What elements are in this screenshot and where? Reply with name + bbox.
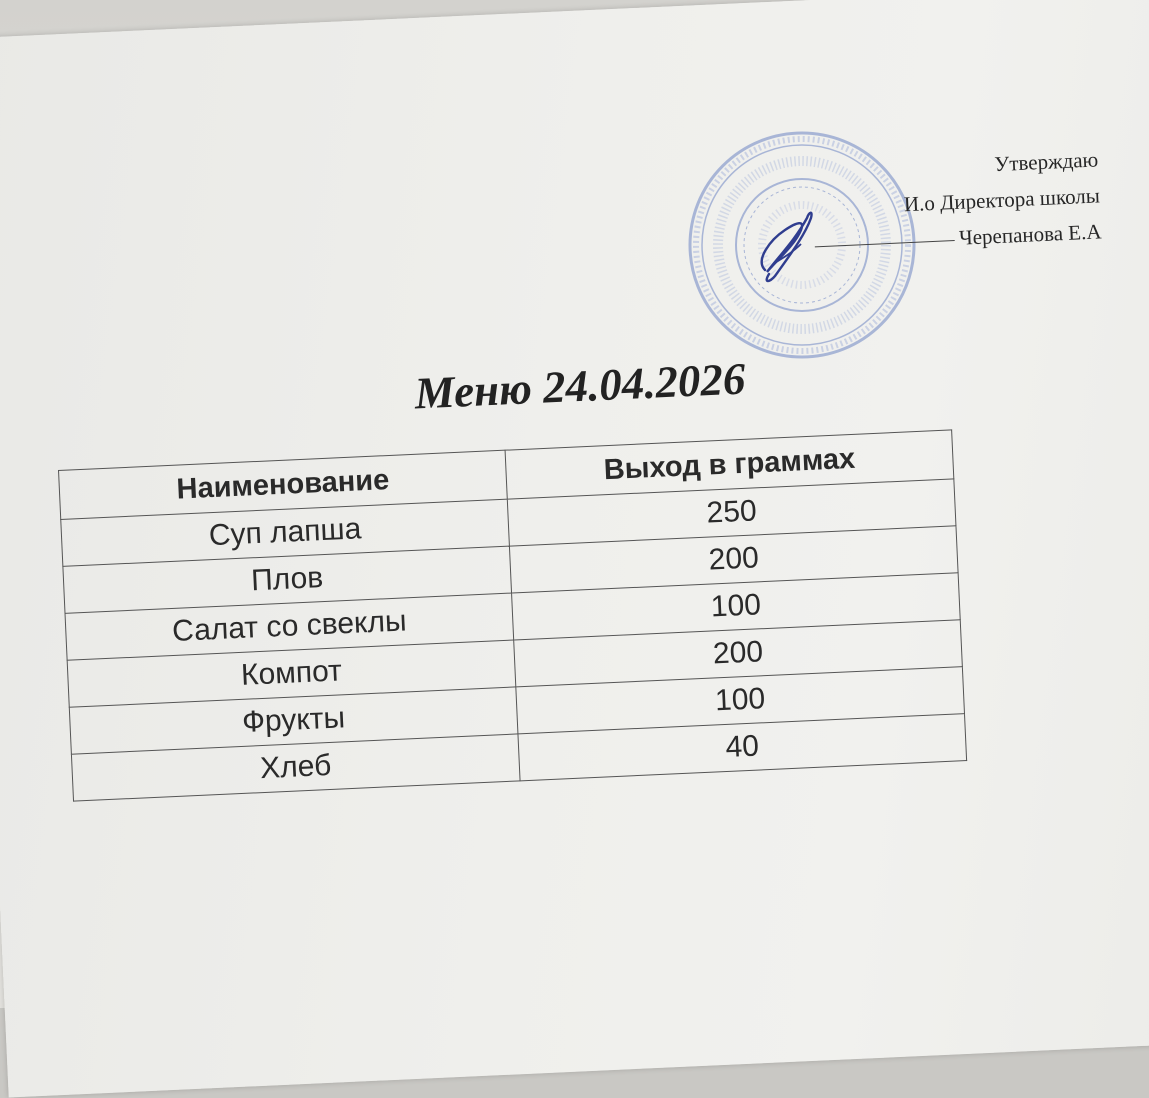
dish-grams: 100	[516, 667, 965, 734]
header-name: Наименование	[59, 450, 508, 519]
dish-grams: 40	[518, 714, 967, 781]
page-title: Меню 24.04.2026	[413, 353, 747, 419]
header-yield: Выход в граммах	[505, 430, 954, 499]
approval-word: Утверждаю	[993, 147, 1099, 177]
approval-name: Черепанова Е.А	[958, 219, 1102, 250]
dish-grams: 100	[512, 573, 961, 640]
approval-block	[718, 141, 1103, 266]
dish-name: Плов	[63, 546, 512, 613]
dish-name: Суп лапша	[61, 499, 510, 566]
dish-name: Хлеб	[71, 734, 520, 801]
dish-name: Фрукты	[69, 687, 518, 754]
dish-name: Компот	[67, 640, 516, 707]
menu-table	[58, 429, 967, 801]
signature-underline	[815, 240, 955, 247]
dish-grams: 200	[509, 526, 958, 593]
dish-grams: 200	[514, 620, 963, 687]
approval-position: И.о Директора школы	[903, 183, 1101, 217]
dish-name: Салат со свеклы	[65, 593, 514, 660]
dish-grams: 250	[507, 479, 956, 546]
